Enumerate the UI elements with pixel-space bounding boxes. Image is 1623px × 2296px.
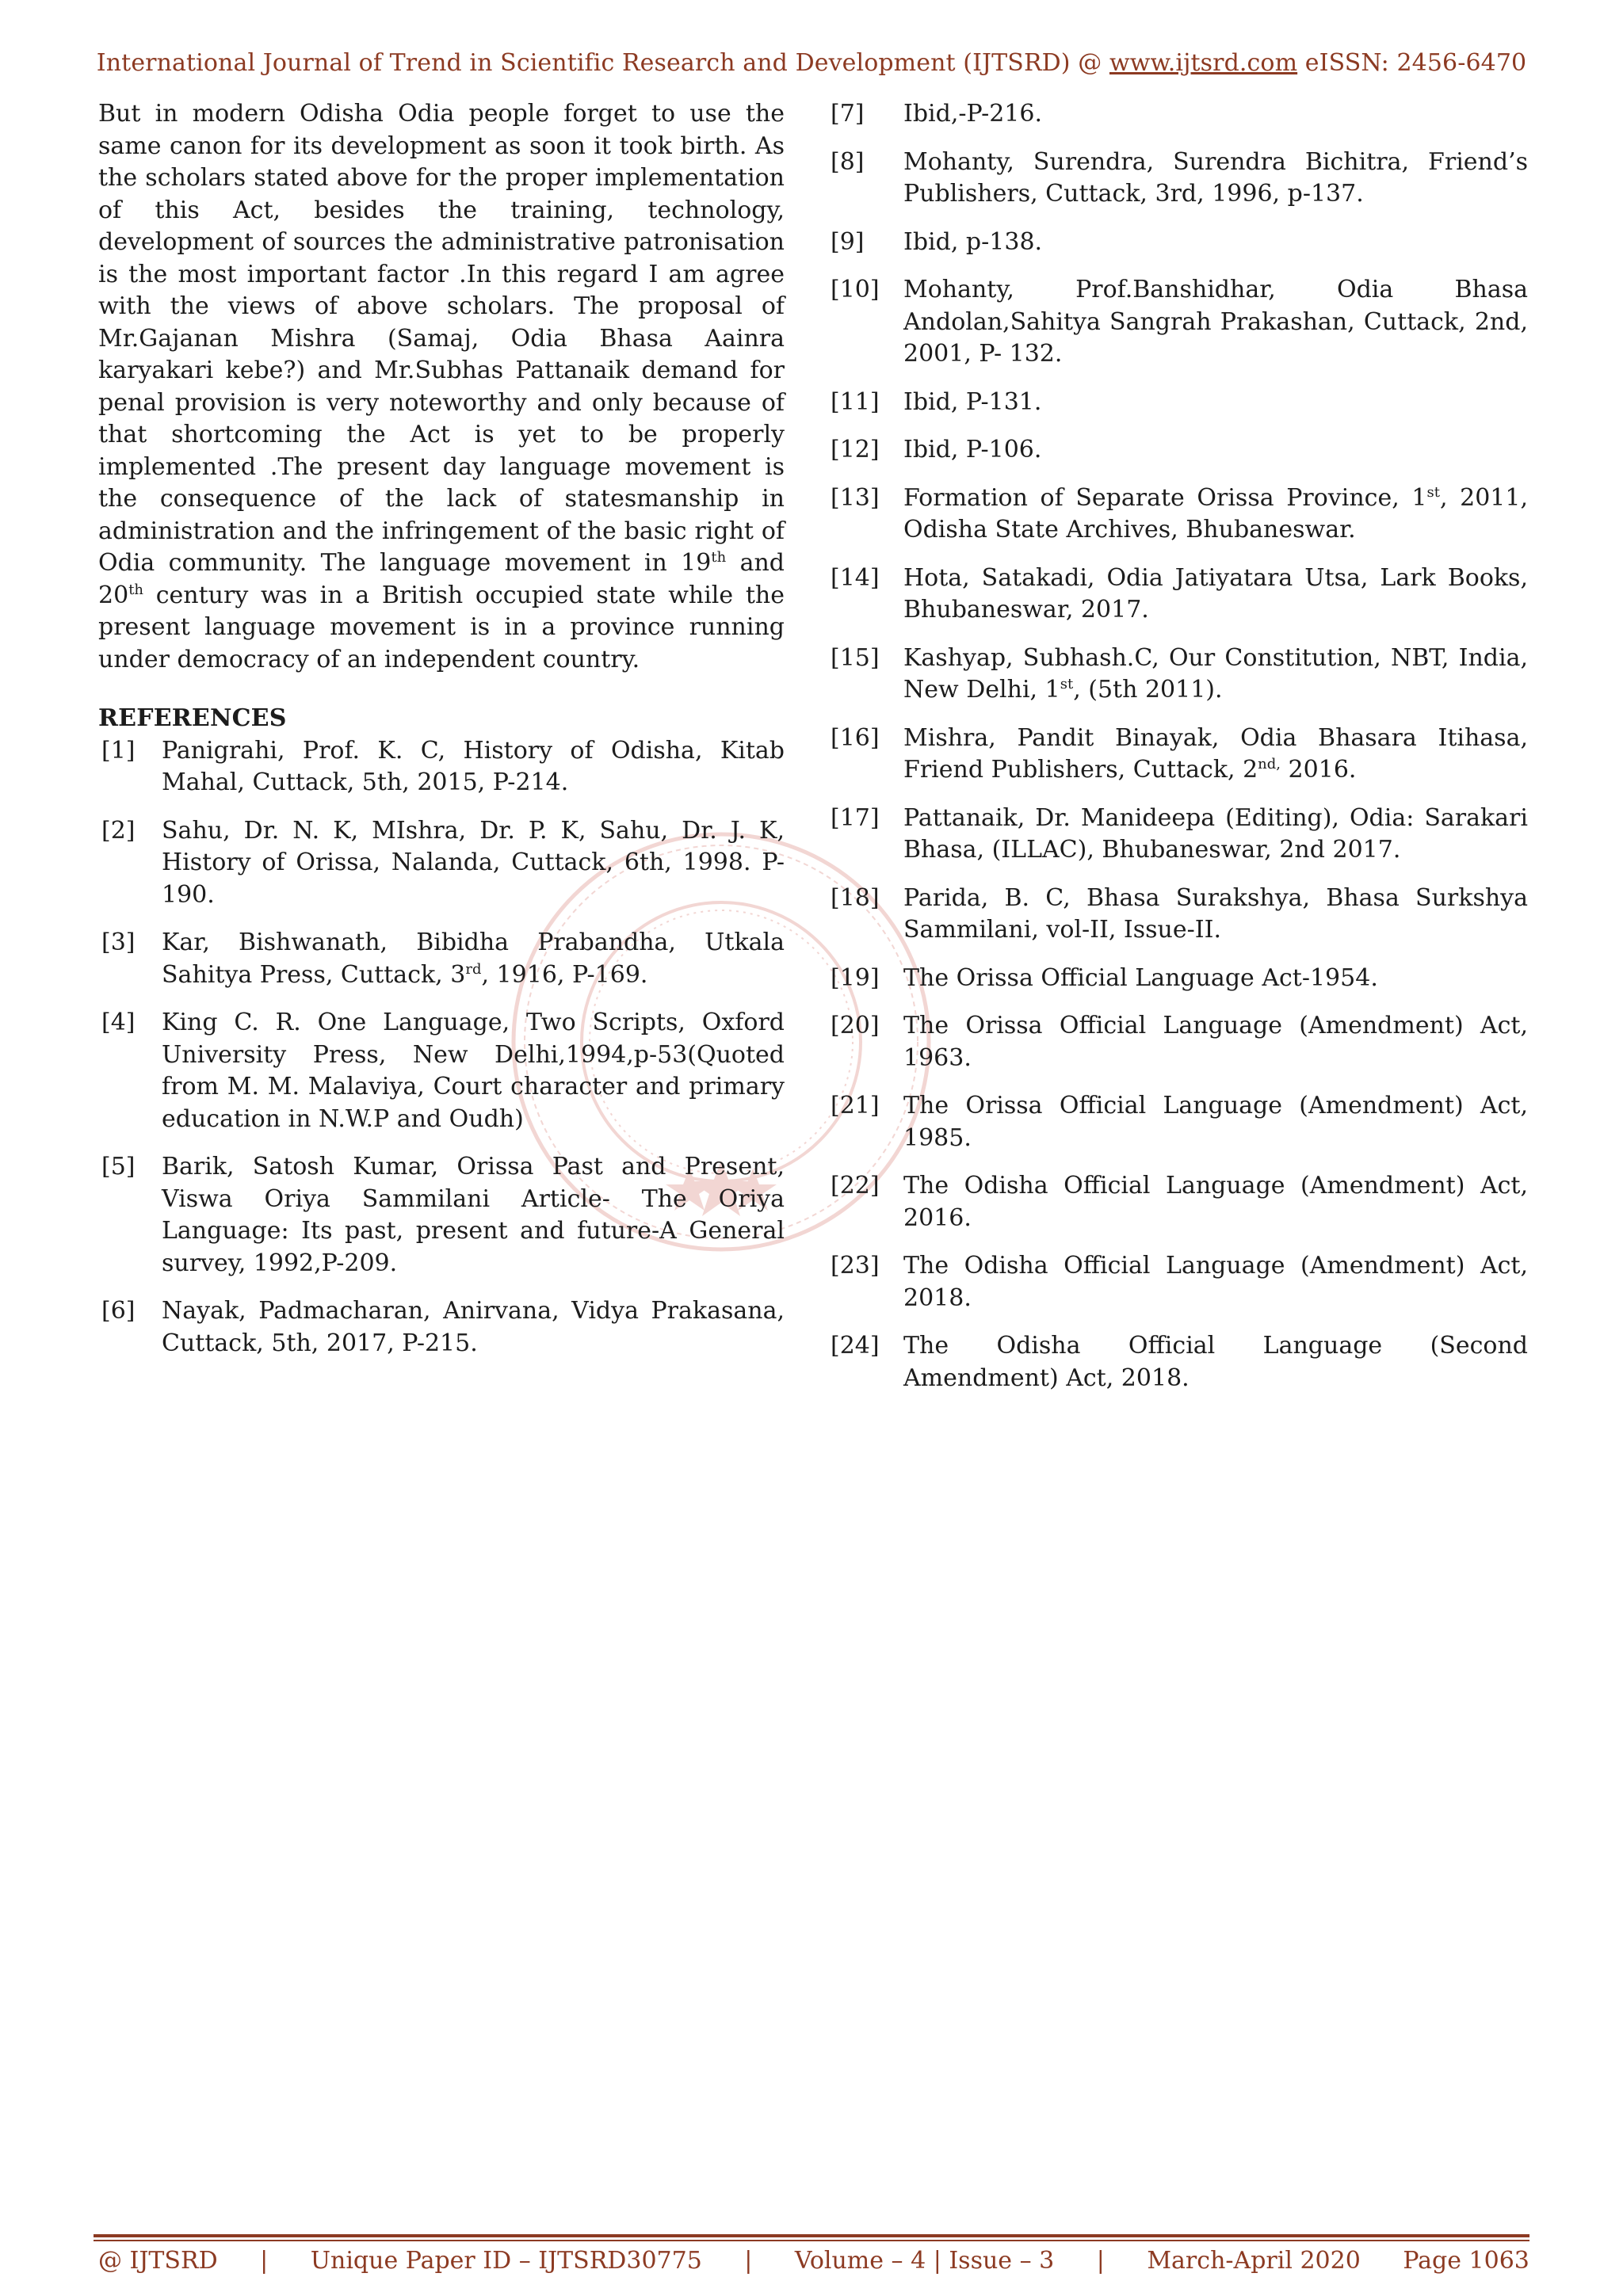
reference-item [831, 963, 1528, 995]
reference-number: [16] [831, 723, 880, 752]
reference-text: Barik, Satosh Kumar, Orissa Past and Present, Viswa Oriya Sammilani Article- The Oriya Language: Its past, present and future-A General survey, 1992,P-209. [162, 1153, 785, 1277]
reference-text: Ibid, P-106. [903, 436, 1042, 463]
reference-item [831, 98, 1528, 131]
journal-link[interactable]: www.ijtsrd.com [1109, 49, 1298, 77]
footer-page: Page 1063 [1403, 2247, 1529, 2275]
reference-item [98, 1007, 785, 1135]
reference-text: Mishra, Pandit Binayak, Odia Bhasara Itihasa, Friend Publishers, Cuttack, $2^{nd,}$ 2016. [903, 723, 1528, 784]
reference-text: The Odisha Official Language (Second Amendment) Act, 2018. [903, 1332, 1528, 1392]
reference-item [831, 883, 1528, 947]
reference-text: Ibid, p-138. [903, 227, 1043, 256]
footer-rule-thin [94, 2240, 1529, 2241]
reference-text: Ibid, P-131. [903, 387, 1042, 416]
right-column [831, 98, 1528, 1410]
reference-number: [5] [101, 1153, 136, 1180]
reference-item [831, 643, 1528, 707]
reference-item [98, 1151, 785, 1280]
reference-item [831, 274, 1528, 371]
reference-number: [18] [831, 883, 880, 912]
reference-number: [11] [831, 387, 880, 416]
reference-number: [22] [831, 1172, 880, 1199]
reference-text: Kashyap, Subhash.C, Our Constitution, NBT, India, New Delhi, 1st, (5th 2011). [903, 643, 1528, 704]
reference-text: Mohanty, Prof.Banshidhar, Odia Bhasa Andolan,Sahitya Sangrah Prakashan, Cuttack, 2nd, 2001, P- 132. [903, 276, 1528, 368]
reference-number: [7] [831, 100, 865, 128]
reference-text: Nayak, Padmacharan, Anirvana, Vidya Prakasana, Cuttack, 5th, 2017, P-215. [162, 1297, 785, 1357]
reference-item [98, 815, 785, 912]
footer-date: March-April 2020 [1147, 2247, 1361, 2275]
reference-text: Kar, Bishwanath, Bibidha Prabandha, Utkala Sahitya Press, Cuttack, 3rd, 1916, P-169. [162, 929, 785, 989]
reference-text: The Odisha Official Language (Amendment) Act, 2018. [903, 1252, 1528, 1312]
references-list-left [98, 735, 785, 1360]
reference-item [831, 1250, 1528, 1314]
footer-separator: | [260, 2247, 269, 2275]
reference-text: The Orissa Official Language Act-1954. [903, 963, 1378, 992]
reference-text: King C. R. One Language, Two Scripts, Oxford University Press, New Delhi,1994,p-53(Quoted from M. M. Malaviya, Court character and primary education in N.W.P and Oudh) [162, 1009, 785, 1133]
issn: eISSN: 2456-6470 [1297, 49, 1527, 77]
reference-number: [8] [831, 147, 865, 176]
reference-text: Pattanaik, Dr. Manideepa (Editing), Odia: Sarakari Bhasa, (ILLAC), Bhubaneswar, 2nd 2017. [903, 803, 1528, 864]
reference-number: [2] [101, 816, 136, 845]
reference-text: Ibid,-P-216. [903, 100, 1043, 128]
reference-number: [17] [831, 803, 880, 832]
reference-number: [14] [831, 563, 880, 592]
reference-item [831, 434, 1528, 467]
reference-number: [23] [831, 1252, 880, 1280]
left-column [98, 98, 785, 1375]
running-header [0, 49, 1623, 77]
page-footer [98, 2247, 1529, 2275]
body-paragraph: But in modern Odisha Odia people forget to use the same canon for its development as soon it took birth. As the scholars stated above for the proper implementation of this Act, besides the training, technology, development of sources the administrative patronisation is the most important factor .In this regard I am agree with the views of above scholars. The proposal of Mr.Gajanan Mishra (Samaj, Odia Bhasa Aainra karyakari kebe?) and Mr.Subhas Pattanaik demand for penal provision is very noteworthy and only because of that shortcoming the Act is yet to be properly implemented .The present day language movement is the consequence of the lack of statesmanship in administration and the infringement of the basic right of Odia community. The language movement in 19th and 20th century was in a British occupied state while the present language movement is in a province running under democracy of an independent country. [98, 100, 785, 673]
reference-text: Parida, B. C, Bhasa Surakshya, Bhasa Surkshya Sammilani, vol-II, Issue-II. [903, 883, 1528, 944]
reference-item [831, 1010, 1528, 1074]
journal-name: International Journal of Trend in Scientific Research and Development (IJTSRD) @ [96, 49, 1109, 77]
reference-number: [19] [831, 963, 880, 992]
reference-item [831, 1330, 1528, 1394]
footer-publisher: @ IJTSRD [98, 2247, 218, 2275]
reference-number: [20] [831, 1012, 880, 1039]
reference-item [831, 482, 1528, 547]
reference-item [98, 927, 785, 991]
reference-text: Sahu, Dr. N. K, MIshra, Dr. P. K, Sahu, Dr. J. K, History of Orissa, Nalanda, Cuttack, 6th, 1998. P-190. [162, 816, 785, 909]
reference-text: Hota, Satakadi, Odia Jatiyatara Utsa, Lark Books, Bhubaneswar, 2017. [903, 563, 1528, 624]
references-heading: REFERENCES [98, 704, 287, 732]
reference-number: [10] [831, 276, 880, 303]
reference-text: Mohanty, Surendra, Surendra Bichitra, Friend’s Publishers, Cuttack, 3rd, 1996, p-137. [903, 147, 1528, 208]
reference-number: [9] [831, 227, 865, 256]
reference-number: [15] [831, 643, 880, 672]
reference-number: [12] [831, 436, 880, 463]
reference-item [98, 735, 785, 799]
reference-item [831, 563, 1528, 627]
reference-item [831, 147, 1528, 211]
reference-item [98, 1295, 785, 1360]
reference-number: [13] [831, 483, 880, 512]
footer-rule [94, 2234, 1529, 2237]
footer-separator: | [1096, 2247, 1105, 2275]
reference-number: [1] [101, 736, 136, 765]
references-list-right [831, 98, 1528, 1394]
reference-item [831, 227, 1528, 259]
reference-text: The Orissa Official Language (Amendment) Act, 1985. [903, 1092, 1528, 1152]
footer-volume: Volume – 4 | Issue – 3 [794, 2247, 1055, 2275]
reference-text: Panigrahi, Prof. K. C, History of Odisha, Kitab Mahal, Cuttack, 5th, 2015, P-214. [162, 736, 785, 796]
reference-text: The Orissa Official Language (Amendment) Act, 1963. [903, 1012, 1528, 1072]
reference-number: [4] [101, 1009, 136, 1036]
reference-item [831, 387, 1528, 419]
reference-item [831, 803, 1528, 867]
reference-item [831, 723, 1528, 787]
footer-paper-id: Unique Paper ID – IJTSRD30775 [310, 2247, 702, 2275]
reference-number: [3] [101, 929, 136, 956]
reference-text: Formation of Separate Orissa Province, 1st, 2011, Odisha State Archives, Bhubaneswar. [903, 483, 1528, 543]
reference-number: [24] [831, 1332, 880, 1360]
reference-number: [6] [101, 1297, 136, 1325]
reference-text: The Odisha Official Language (Amendment) Act, 2016. [903, 1172, 1528, 1232]
footer-separator: | [744, 2247, 753, 2275]
reference-number: [21] [831, 1092, 880, 1119]
reference-item [831, 1090, 1528, 1154]
reference-item [831, 1170, 1528, 1234]
